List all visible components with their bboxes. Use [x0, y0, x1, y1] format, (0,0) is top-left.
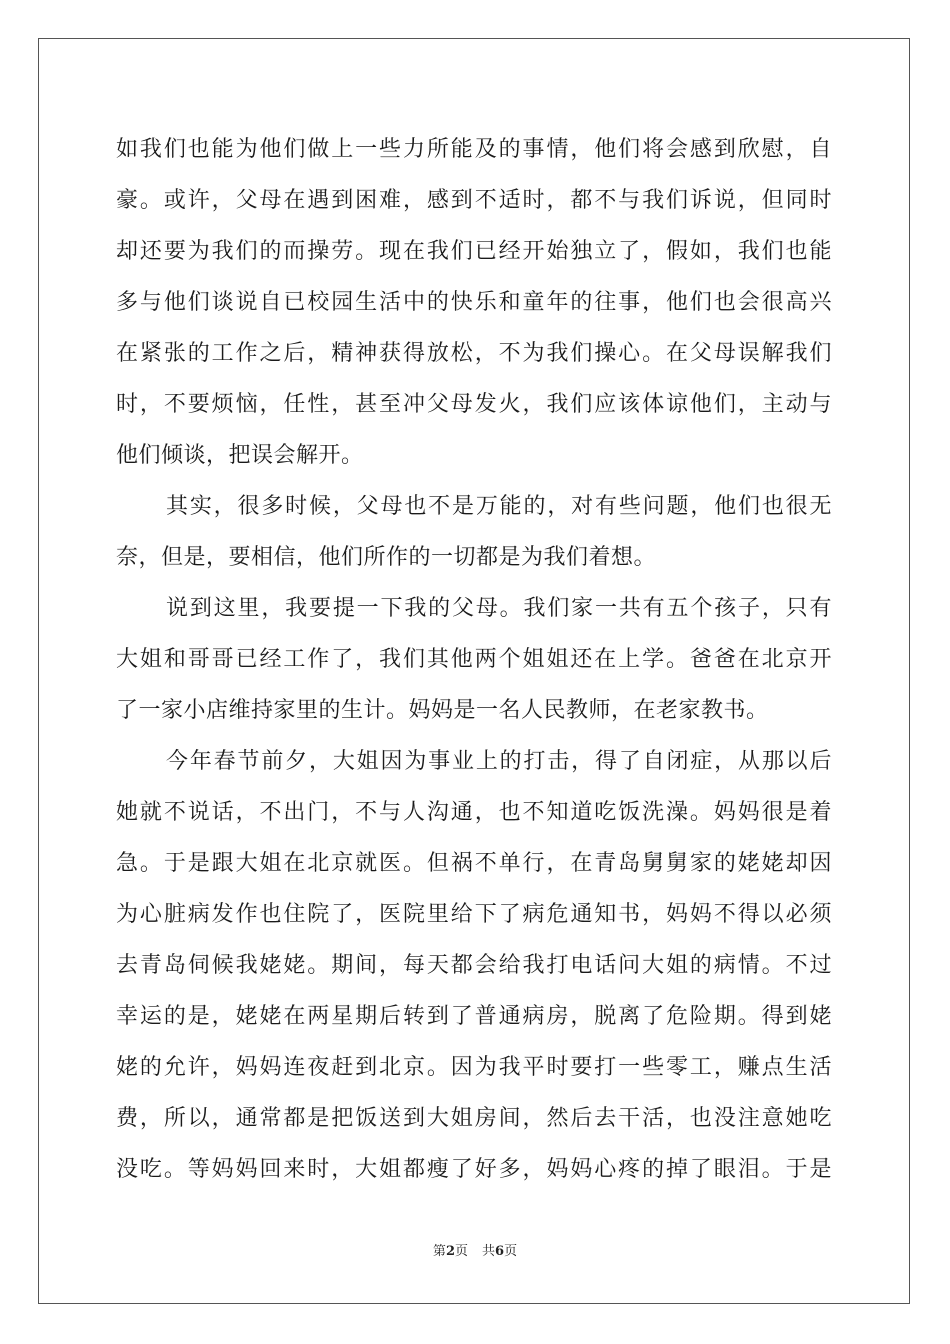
- text-line: 奈，但是，要相信，他们所作的一切都是为我们着想。: [116, 545, 657, 570]
- document-body: [116, 124, 832, 1195]
- paragraph: [116, 583, 832, 736]
- page-suffix: 页: [454, 1244, 468, 1259]
- text-line: 姥的允许，妈妈连夜赶到北京。因为我平时要打一些零工，赚点生活: [116, 1055, 832, 1080]
- total-suffix: 页: [504, 1244, 518, 1259]
- total-pages-number: 6: [495, 1244, 505, 1259]
- text-line: 豪。或许，父母在遇到困难，感到不适时，都不与我们诉说，但同时: [116, 188, 832, 213]
- text-line: 急。于是跟大姐在北京就医。但祸不单行，在青岛舅舅家的姥姥却因: [116, 851, 832, 876]
- text-line: 在紧张的工作之后，精神获得放松，不为我们操心。在父母误解我们: [116, 341, 832, 366]
- text-line: 如我们也能为他们做上一些力所能及的事情，他们将会感到欣慰，自: [116, 137, 832, 162]
- text-line: 大姐和哥哥已经工作了，我们其他两个姐姐还在上学。爸爸在北京开: [116, 647, 832, 672]
- text-line: 她就不说话，不出门，不与人沟通，也不知道吃饭洗澡。妈妈很是着: [116, 800, 832, 825]
- text-line: 没吃。等妈妈回来时，大姐都瘦了好多，妈妈心疼的掉了眼泪。于是: [116, 1157, 832, 1182]
- text-line: 其实，很多时候，父母也不是万能的，对有些问题，他们也很无: [166, 494, 832, 519]
- text-line: 去青岛伺候我姥姥。期间，每天都会给我打电话问大姐的病情。不过: [116, 953, 832, 978]
- text-line: 为心脏病发作也住院了，医院里给下了病危通知书，妈妈不得以必须: [116, 902, 832, 927]
- text-line: 费，所以，通常都是把饭送到大姐房间，然后去干活，也没注意她吃: [116, 1106, 832, 1131]
- text-line: 了一家小店维持家里的生计。妈妈是一名人民教师，在老家教书。: [116, 698, 769, 723]
- text-line: 今年春节前夕，大姐因为事业上的打击，得了自闭症，从那以后: [166, 749, 832, 774]
- text-line: 说到这里，我要提一下我的父母。我们家一共有五个孩子，只有: [166, 596, 832, 621]
- page-footer: [0, 1240, 950, 1259]
- total-prefix: 共: [482, 1244, 496, 1259]
- text-line: 时，不要烦恼，任性，甚至冲父母发火，我们应该体谅他们，主动与: [116, 392, 832, 417]
- paragraph: [116, 481, 832, 583]
- text-line: 幸运的是，姥姥在两星期后转到了普通病房，脱离了危险期。得到姥: [116, 1004, 832, 1029]
- page-prefix: 第: [432, 1244, 446, 1259]
- current-page-number: 2: [445, 1244, 455, 1259]
- paragraph: [116, 124, 832, 481]
- text-line: 却还要为我们的而操劳。现在我们已经开始独立了，假如，我们也能: [116, 239, 832, 264]
- text-line: 多与他们谈说自已校园生活中的快乐和童年的往事，他们也会很高兴: [116, 290, 832, 315]
- text-line: 他们倾谈，把误会解开。: [116, 443, 364, 468]
- paragraph: [116, 736, 832, 1195]
